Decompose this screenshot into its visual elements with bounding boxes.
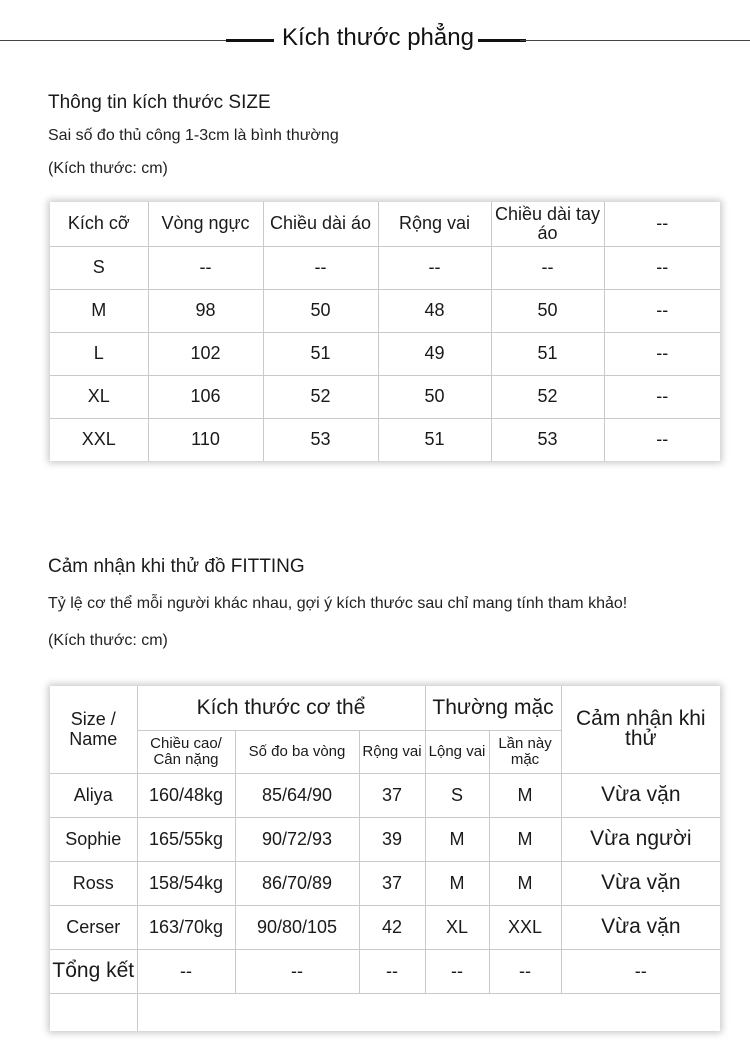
table-cell: 51	[491, 332, 604, 375]
table-cell: --	[604, 332, 720, 375]
size-col-header: Chiều dài tay áo	[491, 202, 604, 246]
usual-wear-group-header: Thường mặc	[425, 686, 561, 730]
table-cell: Vừa vặn	[561, 905, 720, 949]
table-cell: --	[235, 949, 359, 993]
table-cell: S	[50, 246, 148, 289]
table-cell: --	[148, 246, 263, 289]
table-cell: Cerser	[50, 905, 137, 949]
table-row	[50, 817, 720, 861]
table-cell: 42	[359, 905, 425, 949]
size-section-note: Sai số đo thủ công 1-3cm là bình thường	[48, 127, 339, 144]
fitting-table	[50, 686, 720, 1031]
fitting-table-card	[50, 686, 720, 1031]
table-cell: 160/48kg	[137, 773, 235, 817]
table-row	[50, 861, 720, 905]
table-cell: 50	[491, 289, 604, 332]
size-col-header: Chiều dài áo	[263, 202, 378, 246]
table-cell: 158/54kg	[137, 861, 235, 905]
size-table-header-row	[50, 202, 720, 246]
table-row	[50, 773, 720, 817]
table-cell: L	[50, 332, 148, 375]
table-cell: --	[359, 949, 425, 993]
table-cell: 98	[148, 289, 263, 332]
page-title: Kích thước phẳng	[282, 24, 474, 51]
table-cell: 163/70kg	[137, 905, 235, 949]
height-weight-header: Chiều cao/ Cân nặng	[137, 730, 235, 773]
table-cell: XXL	[50, 418, 148, 461]
header-rule-right	[520, 40, 750, 41]
table-cell: S	[425, 773, 489, 817]
table-cell: M	[489, 861, 561, 905]
table-cell: 39	[359, 817, 425, 861]
table-cell: Vừa vặn	[561, 861, 720, 905]
table-cell: 85/64/90	[235, 773, 359, 817]
feel-header: Cảm nhận khi thử	[561, 686, 720, 773]
table-cell: --	[604, 289, 720, 332]
table-cell: 52	[263, 375, 378, 418]
table-cell: 90/72/93	[235, 817, 359, 861]
table-cell: 37	[359, 861, 425, 905]
fitting-section-unit: (Kích thước: cm)	[48, 632, 168, 649]
table-cell: 50	[378, 375, 491, 418]
size-name-header: Size / Name	[50, 686, 137, 773]
size-col-header: Kích cỡ	[50, 202, 148, 246]
summary-label: Tổng kết	[50, 949, 137, 993]
table-cell: M	[489, 773, 561, 817]
table-cell: 48	[378, 289, 491, 332]
table-cell: 86/70/89	[235, 861, 359, 905]
table-cell: Aliya	[50, 773, 137, 817]
table-row	[50, 246, 720, 289]
table-row	[50, 418, 720, 461]
table-cell: --	[604, 418, 720, 461]
table-cell: Sophie	[50, 817, 137, 861]
table-cell: 51	[378, 418, 491, 461]
table-cell: --	[561, 949, 720, 993]
table-cell: 110	[148, 418, 263, 461]
table-cell: --	[378, 246, 491, 289]
table-cell: 49	[378, 332, 491, 375]
table-cell: 51	[263, 332, 378, 375]
table-cell: 106	[148, 375, 263, 418]
fitting-header-row	[50, 686, 720, 730]
measurements-header: Số đo ba vòng	[235, 730, 359, 773]
table-cell: M	[425, 817, 489, 861]
fitting-section-title: Cảm nhận khi thử đồ FITTING	[48, 556, 305, 577]
size-col-header: Rộng vai	[378, 202, 491, 246]
table-cell: --	[491, 246, 604, 289]
header-rule-left	[0, 40, 232, 41]
table-cell: XXL	[489, 905, 561, 949]
table-cell: M	[50, 289, 148, 332]
table-cell: M	[489, 817, 561, 861]
empty-cell	[137, 993, 720, 1031]
table-cell: --	[263, 246, 378, 289]
header-dash-left	[226, 39, 274, 42]
table-cell: --	[604, 246, 720, 289]
table-row	[50, 332, 720, 375]
size-section-title: Thông tin kích thước SIZE	[48, 92, 271, 113]
shoulder-header: Rộng vai	[359, 730, 425, 773]
usual-size-header: Lộng vai	[425, 730, 489, 773]
table-cell: 50	[263, 289, 378, 332]
table-cell: XL	[50, 375, 148, 418]
table-cell: M	[425, 861, 489, 905]
worn-size-header: Lần này mặc	[489, 730, 561, 773]
size-table-card	[50, 202, 720, 461]
table-cell: Vừa vặn	[561, 773, 720, 817]
size-section-unit: (Kích thước: cm)	[48, 160, 168, 177]
table-cell: --	[604, 375, 720, 418]
size-table	[50, 202, 720, 461]
fitting-section-note: Tỷ lệ cơ thể mỗi người khác nhau, gợi ý kích thước sau chỉ mang tính tham khảo!	[48, 595, 628, 612]
table-cell: --	[425, 949, 489, 993]
table-cell: 165/55kg	[137, 817, 235, 861]
table-cell: XL	[425, 905, 489, 949]
summary-row	[50, 949, 720, 993]
empty-cell	[50, 993, 137, 1031]
header-dash-right	[478, 39, 526, 42]
table-cell: Ross	[50, 861, 137, 905]
table-cell: 37	[359, 773, 425, 817]
table-cell: --	[489, 949, 561, 993]
table-row	[50, 375, 720, 418]
empty-row	[50, 993, 720, 1031]
size-col-header: --	[604, 202, 720, 246]
body-size-group-header: Kích thước cơ thể	[137, 686, 425, 730]
table-cell: 102	[148, 332, 263, 375]
table-row	[50, 905, 720, 949]
table-cell: 53	[263, 418, 378, 461]
table-row	[50, 289, 720, 332]
table-cell: 53	[491, 418, 604, 461]
table-cell: 52	[491, 375, 604, 418]
table-cell: 90/80/105	[235, 905, 359, 949]
table-cell: Vừa người	[561, 817, 720, 861]
table-cell: --	[137, 949, 235, 993]
size-col-header: Vòng ngực	[148, 202, 263, 246]
